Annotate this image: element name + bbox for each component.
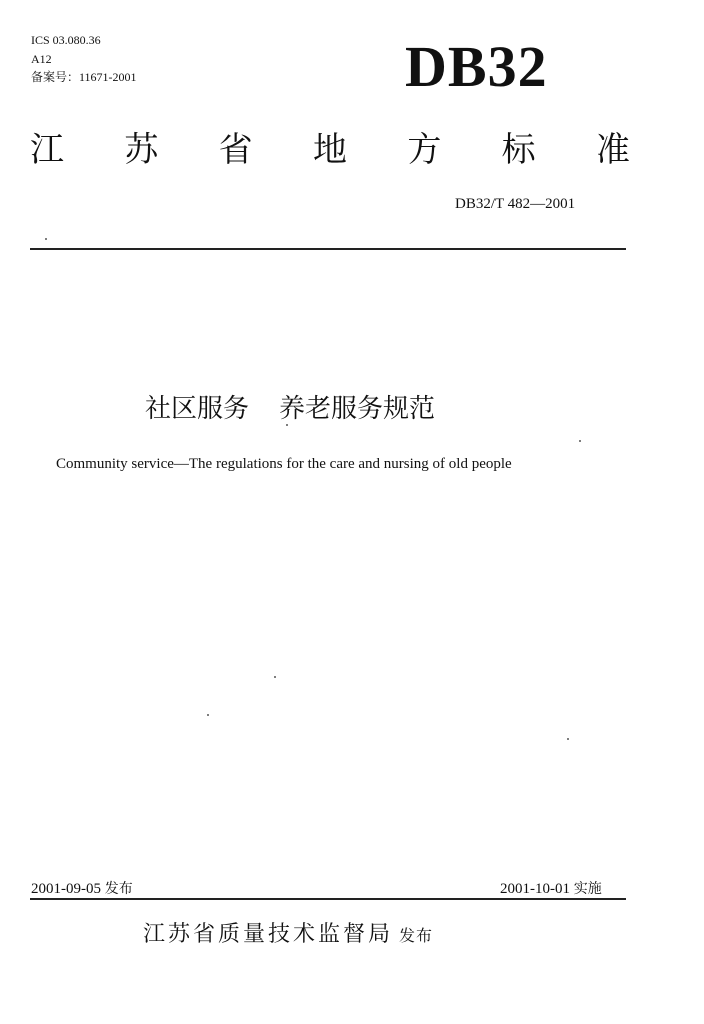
classification-code: A12 [31, 52, 52, 66]
ics-code: ICS 03.080.36 [31, 33, 101, 47]
top-divider [30, 248, 626, 250]
issue-date [31, 878, 133, 898]
publisher-name: 江苏省质量技术监督局 [143, 922, 394, 947]
implementation-date [500, 878, 602, 898]
issue-date-label: 发布 [104, 881, 133, 897]
heading-char: 地 [312, 130, 347, 170]
bottom-divider [30, 898, 626, 900]
scan-speck [579, 440, 581, 442]
publisher [143, 920, 433, 951]
standard-mark: DB32 [405, 34, 548, 99]
heading-char: 江 [30, 130, 64, 170]
issue-date-value: 2001-09-05 [31, 881, 101, 897]
document-type-heading [30, 128, 630, 172]
scan-speck [207, 714, 209, 716]
scan-speck [286, 424, 288, 426]
chinese-title-part1: 社区服务 [145, 394, 250, 424]
heading-char: 省 [218, 130, 253, 170]
chinese-title-part2: 养老服务规范 [279, 394, 436, 424]
publisher-verb: 发布 [399, 926, 434, 945]
heading-char: 标 [501, 130, 536, 170]
standard-number: DB32/T 482—2001 [455, 196, 576, 212]
implementation-date-label: 实施 [573, 881, 602, 897]
implementation-date-value: 2001-10-01 [500, 881, 570, 897]
scan-speck [567, 738, 569, 740]
english-title: Community service—The regulations for the care and nursing of old people [56, 456, 512, 472]
heading-char: 苏 [124, 130, 159, 170]
record-number: 备案号：11671-2001 [31, 70, 137, 84]
scan-speck [45, 238, 47, 240]
heading-char: 准 [595, 130, 630, 170]
chinese-title [145, 392, 435, 426]
heading-char: 方 [407, 130, 442, 170]
scan-speck [274, 676, 276, 678]
